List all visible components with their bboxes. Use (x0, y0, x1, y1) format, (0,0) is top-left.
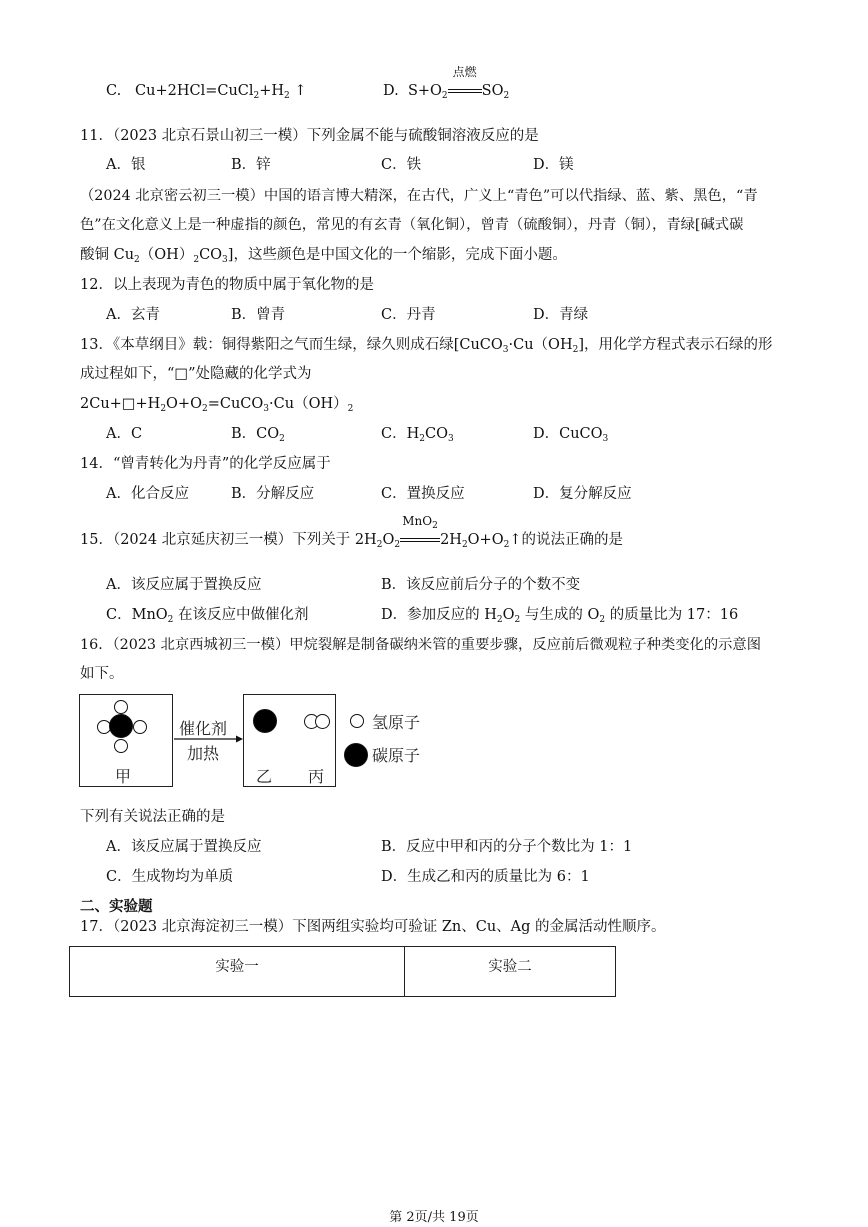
question-16-line-2: 如下。 (80, 666, 124, 682)
label-jia: 甲 (115, 767, 132, 786)
question-11-stem: 11．（2023 北京石景山初三一模）下列金属不能与硫酸铜溶液反应的是 (80, 128, 539, 144)
question-13-equation: $2Cu+□+H_2O+O_2=CuCO_3\cdot Cu(OH)_2$ (80, 396, 354, 414)
q16-option-b: B．反应中甲和丙的分子个数比为 1：1 (381, 839, 633, 855)
q15-option-b: B．该反应前后分子的个数不变 (381, 577, 581, 593)
passage-line-3: 酸铜 $Cu_2(OH)_2CO_3$]，这些颜色是中国文化的一个缩影，完成下面小题。 (80, 247, 567, 265)
q13-option-d: D．CuCO$_3$ (533, 426, 609, 444)
reaction-condition: MnO$_2$ (400, 530, 440, 550)
label-bing: 丙 (308, 767, 325, 786)
q13-option-a: A．C (106, 426, 143, 442)
section-title: 二、实验题 (80, 899, 153, 915)
label-yi: 乙 (256, 767, 273, 786)
question-17-stem: 17．（2023 北京海淀初三一模）下图两组实验均可验证 Zn、Cu、Ag 的金属活动性顺序。 (80, 919, 666, 935)
q11-option-d: D．镁 (533, 157, 574, 173)
question-14-stem: 14．“曾青转化为丹青”的化学反应属于 (80, 456, 331, 472)
hydrogen-legend-icon (350, 714, 364, 728)
q11-option-c: C．铁 (381, 157, 422, 173)
q11-option-a: A．银 (106, 157, 146, 173)
q12-option-d: D．青绿 (533, 307, 589, 323)
q12-option-b: B．曾青 (231, 307, 286, 323)
q13-option-b: B．$CO_2$ (231, 426, 285, 444)
arrow-condition-bottom: 加热 (187, 744, 220, 763)
hydrogen-atom-icon (133, 720, 147, 734)
q11-option-b: B．锌 (231, 157, 271, 173)
question-13-line-1: 13．《本草纲目》载：铜得紫阳之气而生绿，绿久则成石绿[$CuCO_3\cdot Cu(OH_2]$，用化学方程式表示石绿的形 (80, 337, 773, 355)
page-footer: 第 2页/共 19页 (389, 1210, 479, 1225)
question-15-stem: 15．（2024 北京延庆初三一模）下列关于 $2H_2O_2$ MnO$_2$ $2H_2O+O_2↑$的说法正确的是 (80, 514, 623, 550)
q15-option-a: A．该反应属于置换反应 (106, 577, 262, 593)
legend-carbon-label: 碳原子 (372, 746, 421, 765)
hydrogen-atom-icon (114, 700, 128, 714)
q14-option-d: D．复分解反应 (533, 486, 632, 502)
q13-option-c: C．$H_2CO_3$ (381, 426, 454, 444)
reaction-condition: 点燃 (448, 81, 482, 101)
question-16-line-1: 16．（2023 北京西城初三一模）甲烷裂解是制备碳纳米管的重要步骤，反应前后微观粒子种类变化的示意图 (80, 637, 762, 653)
q12-option-a: A．玄青 (106, 307, 160, 323)
carbon-atom-icon (253, 709, 277, 733)
legend-hydrogen-label: 氢原子 (372, 713, 421, 732)
question-12-stem: 12．以上表现为青色的物质中属于氧化物的是 (80, 277, 374, 293)
q14-option-a: A．化合反应 (106, 486, 189, 502)
q15-option-c: C．MnO$_2$ 在该反应中做催化剂 (106, 607, 309, 625)
experiment-table (69, 946, 616, 997)
q14-option-b: B．分解反应 (231, 486, 315, 502)
arrow-condition-top: 催化剂 (179, 719, 228, 738)
q10-option-c: C. $Cu+2HCl=CuCl_2+H_2$ ↑ (106, 83, 307, 101)
carbon-legend-icon (344, 743, 368, 767)
hydrogen-atom-icon (315, 714, 330, 729)
passage-line-1: （2024 北京密云初三一模）中国的语言博大精深，在古代，广义上“青色”可以代指绿、蓝、紫、黑色，“青 (80, 188, 758, 204)
hydrogen-atom-icon (114, 739, 128, 753)
q16-option-c: C．生成物均为单质 (106, 869, 234, 885)
passage-line-2: 色”在文化意义上是一种虚指的颜色，常见的有玄青（氧化铜），曾青（硫酸铜），丹青（铜），青绿[碱式碳 (80, 217, 744, 233)
question-13-line-2: 成过程如下，“□”处隐藏的化学式为 (80, 366, 312, 382)
table-header-experiment-1: 实验一 (70, 947, 405, 997)
carbon-atom-icon (109, 714, 133, 738)
q12-option-c: C．丹青 (381, 307, 436, 323)
q16-option-d: D．生成乙和丙的质量比为 6：1 (381, 869, 590, 885)
q16-option-a: A．该反应属于置换反应 (106, 839, 262, 855)
question-16-line-3: 下列有关说法正确的是 (80, 809, 225, 825)
table-row (70, 947, 616, 997)
q14-option-c: C．置换反应 (381, 486, 465, 502)
table-header-experiment-2: 实验二 (405, 947, 616, 997)
q10-option-d: D. $S+O_2$ 点燃 $SO_2$ (383, 65, 510, 101)
q15-option-d: D．参加反应的 $H_2O_2$ 与生成的 $O_2$ 的质量比为 17：16 (381, 607, 739, 625)
